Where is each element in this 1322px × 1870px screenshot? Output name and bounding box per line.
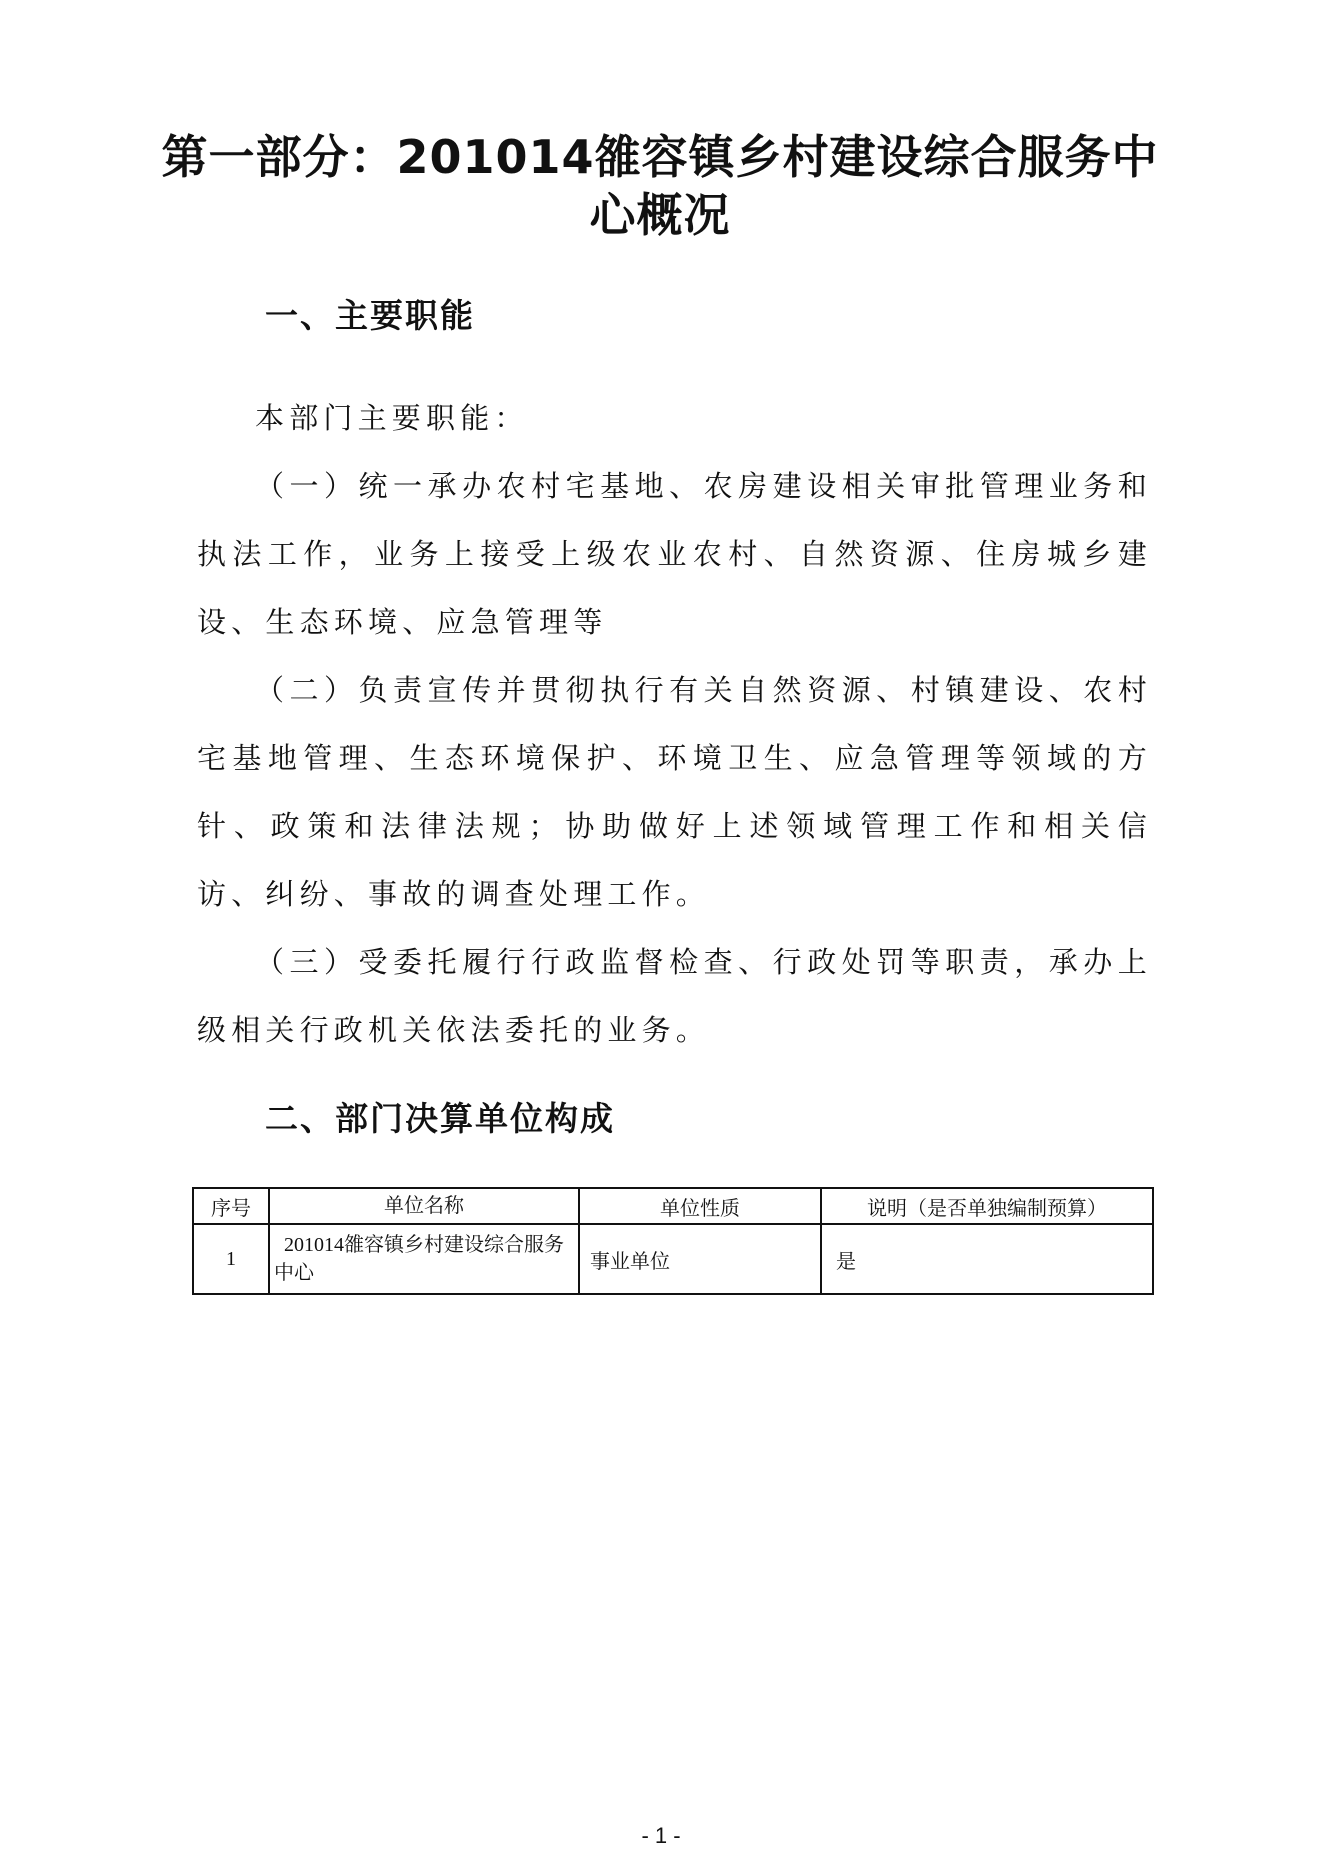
function-item-1-text: （一）统一承办农村宅基地、农房建设相关审批管理业务和执法工作，业务上接受上级农业农村、自然资源、住房城乡建设、生态环境、应急管理等: [197, 469, 1152, 639]
column-header-unit-type: 单位性质: [579, 1188, 821, 1224]
column-header-index: 序号: [193, 1188, 269, 1224]
function-item-1: [197, 452, 1152, 656]
function-item-2: [197, 656, 1152, 928]
unit-composition-table: [192, 1187, 1154, 1295]
functions-intro: [197, 384, 1152, 452]
cell-index: 1: [193, 1224, 269, 1294]
cell-note: 是: [821, 1224, 1153, 1294]
column-header-unit-name: 单位名称: [269, 1188, 579, 1224]
section-heading-main-functions: 一、主要职能: [265, 296, 475, 335]
cell-unit-type: 事业单位: [579, 1224, 821, 1294]
table-header-row: [193, 1188, 1153, 1224]
page-number: - 1 -: [641, 1823, 681, 1848]
function-item-3: [197, 928, 1152, 1064]
function-item-2-text: （二）负责宣传并贯彻执行有关自然资源、村镇建设、农村宅基地管理、生态环境保护、环境卫生、应急管理等领域的方针、政策和法律法规；协助做好上述领域管理工作和相关信访、纠纷、事故的调查处理工作。: [197, 673, 1152, 911]
document-title: 第一部分：201014雒容镇乡村建设综合服务中心概况: [161, 130, 1159, 242]
section-heading-unit-composition: 二、部门决算单位构成: [265, 1099, 615, 1138]
functions-intro-text: 本部门主要职能：: [255, 401, 529, 435]
table-row: [193, 1224, 1153, 1294]
cell-unit-name: 201014雒容镇乡村建设综合服务中心: [269, 1224, 579, 1294]
column-header-note: 说明（是否单独编制预算）: [821, 1188, 1153, 1224]
function-item-3-text: （三）受委托履行行政监督检查、行政处罚等职责，承办上级相关行政机关依法委托的业务。: [197, 945, 1152, 1047]
